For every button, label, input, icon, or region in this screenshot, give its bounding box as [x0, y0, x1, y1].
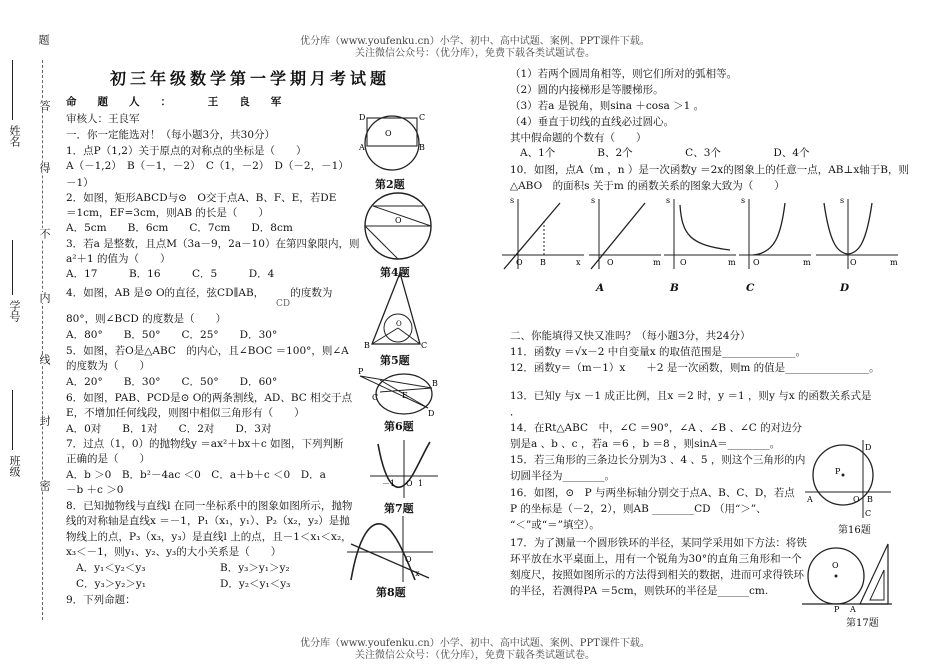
footer-line-2: 关注微信公众号：（优分库），免费下载各类试题试卷。 [355, 650, 595, 661]
header-line-1: 优分库（www.youfenku.cn）小学、初中、高中试题、案例、PPT课件下载。 [300, 36, 650, 47]
q2-options: A．5cm B．6cm C．7cm D．8cm [66, 222, 293, 234]
svg-text:B: B [432, 379, 438, 388]
q7-options-1: A．b ＞0 B．b²－4ac ＜0 C．a＋b＋c ＜0 D．a [66, 469, 326, 481]
figure-q16-label-a: A [807, 495, 813, 504]
svg-text:B: B [364, 341, 370, 350]
figure-q16-label-p: P [835, 467, 841, 476]
q6-line-2: E，不增加任何线段，则图中相似三角形有（ ） [66, 407, 305, 419]
q2-line-1: 2．如图，矩形ABCD与⊙ O交于点A、B、F、E，若DE [66, 192, 337, 204]
q4-arc-label: CD [276, 299, 291, 309]
q10-b-axis-m: m [653, 258, 661, 267]
q7-line-2: 正确的是（ ） [66, 453, 150, 465]
figure-q8 [345, 514, 435, 584]
seal-word-4: 内 [38, 292, 51, 303]
q10-b-origin: O [607, 258, 614, 267]
q10-graph-c [660, 195, 740, 270]
q9-heading: 9．下列命题： [66, 594, 136, 606]
q9-statement-3: （3）若a 是锐角，则sina ＋cosa ＞1 。 [510, 100, 705, 112]
q10-a-point-b: B [540, 258, 546, 267]
figure-q16-caption: 第16题 [838, 525, 871, 536]
q8-option-c: C．y₃＞y₂＞y₁ [76, 578, 146, 590]
q1: 1．点P（1,2）关于原点的对称点的坐标是（ ） [66, 145, 307, 157]
name-underline [12, 60, 13, 120]
q10-c-axis-m: m [728, 258, 736, 267]
q10-a-axis-s: s [510, 196, 515, 205]
q9-statement-1: （1）若两个圆周角相等，则它们所对的弧相等。 [510, 68, 738, 80]
q16-line-3: “＜”或“＝”填空）。 [510, 519, 600, 531]
q15-line-2: 切圆半径为________。 [510, 470, 615, 482]
name-label: 姓名 [8, 125, 21, 147]
svg-text:O: O [395, 216, 402, 225]
q5-line-2: 的度数为（ ） [66, 360, 150, 372]
student-no-underline [12, 240, 13, 295]
seal-word-7: 密 [38, 480, 51, 491]
q16-line-1: 16．如图，⊙ P 与两坐标轴分别交于点A、B、C、D，若点 [510, 487, 795, 499]
binding-strip [0, 0, 60, 671]
q10-label-a: A [596, 282, 605, 294]
figure-q6-caption: 第6题 [384, 420, 414, 433]
q7-options-2: －b ＋c ＞0 [66, 484, 124, 496]
q5-options: A．20° B．30° C．50° D．60° [66, 376, 278, 388]
q12: 12．函数y＝（m－1）x ＋2 是一次函数，则m 的值是________________。 [510, 362, 880, 374]
q10-e-origin: O [850, 258, 857, 267]
figure-q5 [360, 270, 430, 350]
reviewer: 审核人：王良军 [66, 113, 140, 125]
q14-line-2: 别是a 、b 、c ，若a ＝6 ，b ＝8 ，则sinA＝________。 [510, 438, 781, 450]
class-underline [12, 390, 13, 450]
q17-line-4: 的半径，若测得PA ＝5cm，则铁环的半径是______cm. [510, 585, 769, 597]
q10-line-1: 10．如图，点A（m ，n ）是一次函数y ＝2x的图象上的任意一点，AB⊥x轴于B，则 [510, 164, 910, 176]
svg-text:O: O [406, 479, 413, 488]
q8-option-a: A．y₁＜y₂＜y₃ [76, 562, 146, 574]
student-no-label: 学号 [8, 300, 21, 322]
svg-text:D: D [359, 113, 366, 122]
figure-q4 [358, 190, 438, 266]
figure-q17 [800, 540, 895, 612]
svg-text:x: x [415, 569, 420, 578]
seal-word-5: 线 [38, 354, 51, 365]
figure-q2-caption: 第2题 [375, 178, 405, 191]
figure-q16-label-d: D [865, 443, 872, 452]
q6-options: A．0对 B．1对 C．2对 D．3对 [66, 423, 272, 435]
q14-line-1: 14．在Rt△ABC 中，∠C ＝90°，∠A 、∠B 、∠C 的对边分 [510, 422, 803, 434]
q8-option-d: D．y₂＜y₁＜y₃ [220, 578, 291, 590]
q1-options-cont: －1） [66, 177, 94, 189]
q3-options: A．17 B．16 C．5 D．4 [66, 268, 275, 280]
figure-q7-minus1-label: －1 [382, 479, 396, 488]
svg-text:O: O [385, 129, 392, 138]
q2-line-2: ＝1cm，EF=3cm，则AB 的长是（ ） [66, 207, 269, 219]
figure-q5-caption: 第5题 [380, 354, 410, 367]
q10-d-axis-s: s [741, 196, 746, 205]
q3-line-1: 3．若a 是整数，且点M（3a－9，2a－10）在第四象限内，则 [66, 238, 360, 250]
seal-word-1: 答 [38, 100, 51, 111]
figure-q4-caption: 第4题 [380, 266, 410, 279]
q10-b-axis-s: s [591, 196, 596, 205]
svg-text:C: C [421, 341, 428, 350]
binding-top-label: 题 [37, 34, 50, 45]
svg-text:C: C [372, 393, 379, 402]
q8-line-2: 线的对称轴是直线x ＝－1，P₁（x₁，y₁）、P₂（x₂，y₂）是抛 [66, 515, 350, 527]
header-line-2: 关注微信公众号：（优分库），免费下载各类试题试卷。 [355, 48, 595, 59]
q4-line-2: 80°，则∠BCD 的度数是（ ） [66, 313, 227, 325]
svg-text:D: D [428, 409, 435, 418]
seal-word-2: 得 [38, 162, 51, 173]
q10-label-d: D [840, 282, 850, 294]
figure-q8-caption: 第8题 [376, 586, 406, 599]
q10-a-origin: O [516, 258, 523, 267]
q10-d-origin: O [753, 258, 760, 267]
q10-graph-a [498, 195, 598, 270]
q6-line-1: 6．如图，PAB、PCD是⊙ O的两条割线，AD、BC 相交于点 [66, 392, 353, 404]
figure-q7-caption: 第7题 [384, 502, 414, 515]
q17-line-3: 刻度尺，按照如图所示的方法得到相关的数据，进而可求得铁环 [510, 569, 804, 581]
q8-line-3: 物线上的点，P₃（x₃，y₃）是直线l 上的点，且－1＜x₁＜x₂， [66, 531, 352, 543]
q16-line-2: P 的坐标是（－2，2），则AB ________CD （用“＞”、 [510, 503, 767, 515]
figure-q2 [355, 108, 430, 178]
q11: 11．函数y ＝√x－2 中自变量x 的取值范围是______________。 [510, 346, 807, 358]
svg-text:E: E [402, 391, 408, 400]
q9-statement-4: （4）垂直于切线的直线必过圆心。 [510, 116, 675, 128]
q7-line-1: 7．过点（1，0）的抛物线y ＝ax²＋bx＋c 如图，下列判断 [66, 438, 344, 450]
binding-dashed-line [42, 60, 43, 620]
q9-question: 其中假命题的个数有（ ） [510, 132, 647, 144]
seal-word-3: 不 [38, 228, 51, 239]
q10-graph-d2 [812, 195, 902, 270]
svg-text:P: P [358, 367, 364, 376]
q3-line-2: a²＋1 的值为（ ） [66, 253, 171, 265]
figure-q17-label-a: A [850, 605, 856, 614]
svg-text:B: B [419, 143, 425, 152]
figure-q7 [368, 438, 440, 500]
figure-q7-one-label: 1 [418, 479, 424, 488]
svg-text:A: A [359, 143, 365, 152]
svg-text:O: O [405, 555, 412, 564]
q4-options: A．80° B．50° C．25° D．30° [66, 329, 278, 341]
q8-line-4: x₃＜－1，则y₁、y₂、y₃的大小关系是（ ） [66, 546, 282, 558]
q10-e-axis-s: s [840, 196, 845, 205]
figure-q17-caption: 第17题 [846, 618, 879, 629]
q13: 13．已知y 与x －1 成正比例，且x ＝2 时，y ＝1 ，则y 与x 的函数关系式是 [510, 390, 872, 402]
figure-q17-label-o: O [832, 561, 839, 570]
q10-label-c: C [746, 282, 755, 294]
q17-line-1: 17．为了测量一个圆形铁环的半径，某同学采用如下方法：将铁 [510, 537, 807, 549]
exam-title: 初三年级数学第一学期月考试题 [110, 69, 391, 88]
seal-word-6: 封 [38, 415, 51, 426]
q10-c-axis-s: s [666, 196, 671, 205]
svg-text:C: C [419, 113, 426, 122]
figure-q16-label-b: B [867, 495, 873, 504]
q10-c-origin: O [680, 258, 687, 267]
q13-blank: ． [510, 406, 521, 418]
footer-line-1: 优分库（www.youfenku.cn）小学、初中、高中试题、案例、PPT课件下载。 [300, 638, 650, 649]
q1-options: A（－1,2） B（－1，－2） C（1，－2） D（－2，－1） [66, 160, 349, 172]
svg-text:O: O [396, 320, 402, 328]
q9-options: A、1个 B、2个 C、3个 D、4个 [520, 147, 810, 159]
q10-e-axis-m: m [890, 258, 898, 267]
q9-statement-2: （2）圆的内接梯形是等腰梯形。 [510, 84, 664, 96]
class-label: 班级 [8, 455, 21, 477]
q17-line-2: 环平放在水平桌面上，用有一个锐角为30°的直角三角形和一个 [510, 553, 802, 565]
q10-label-b: B [670, 282, 679, 294]
author-line: 命 题 人 ： 王 良 军 [66, 96, 282, 108]
section-2-heading: 二、你能填得又快又准吗？（每小题3分，共24分） [510, 330, 751, 342]
q8-option-b: B．y₃＞y₁＞y₂ [220, 562, 290, 574]
figure-q16-label-c: C [865, 509, 872, 518]
q10-graph-b [585, 195, 665, 270]
figure-q16 [805, 440, 895, 520]
q15-line-1: 15．若三角形的三条边长分别为3 、4 、5 ，则这个三角形的内 [510, 454, 806, 466]
q8-line-1: 8．已知抛物线与直线l 在同一坐标系中的图象如图所示，抛物 [66, 500, 353, 512]
figure-q6 [358, 367, 438, 418]
figure-q16-label-o: O [853, 495, 860, 504]
q5-line-1: 5．如图，若O是△ABC 的内心，且∠BOC ＝100°，则∠A [66, 345, 349, 357]
q10-graph-d [735, 195, 815, 270]
q4-line-1: 4．如图，AB 是⊙ O的直径，弦CD∥AB， 的度数为 [66, 287, 333, 299]
q10-line-2: △ABO 的面积s 关于m 的函数关系的图象大致为（ ） [510, 180, 785, 192]
q10-d-axis-m: m [803, 258, 811, 267]
q10-a-axis-x: x [576, 258, 581, 267]
figure-q17-label-p: P [834, 605, 840, 614]
section-1-heading: 一．你一定能选对！（每小题3分，共30分） [66, 129, 276, 141]
